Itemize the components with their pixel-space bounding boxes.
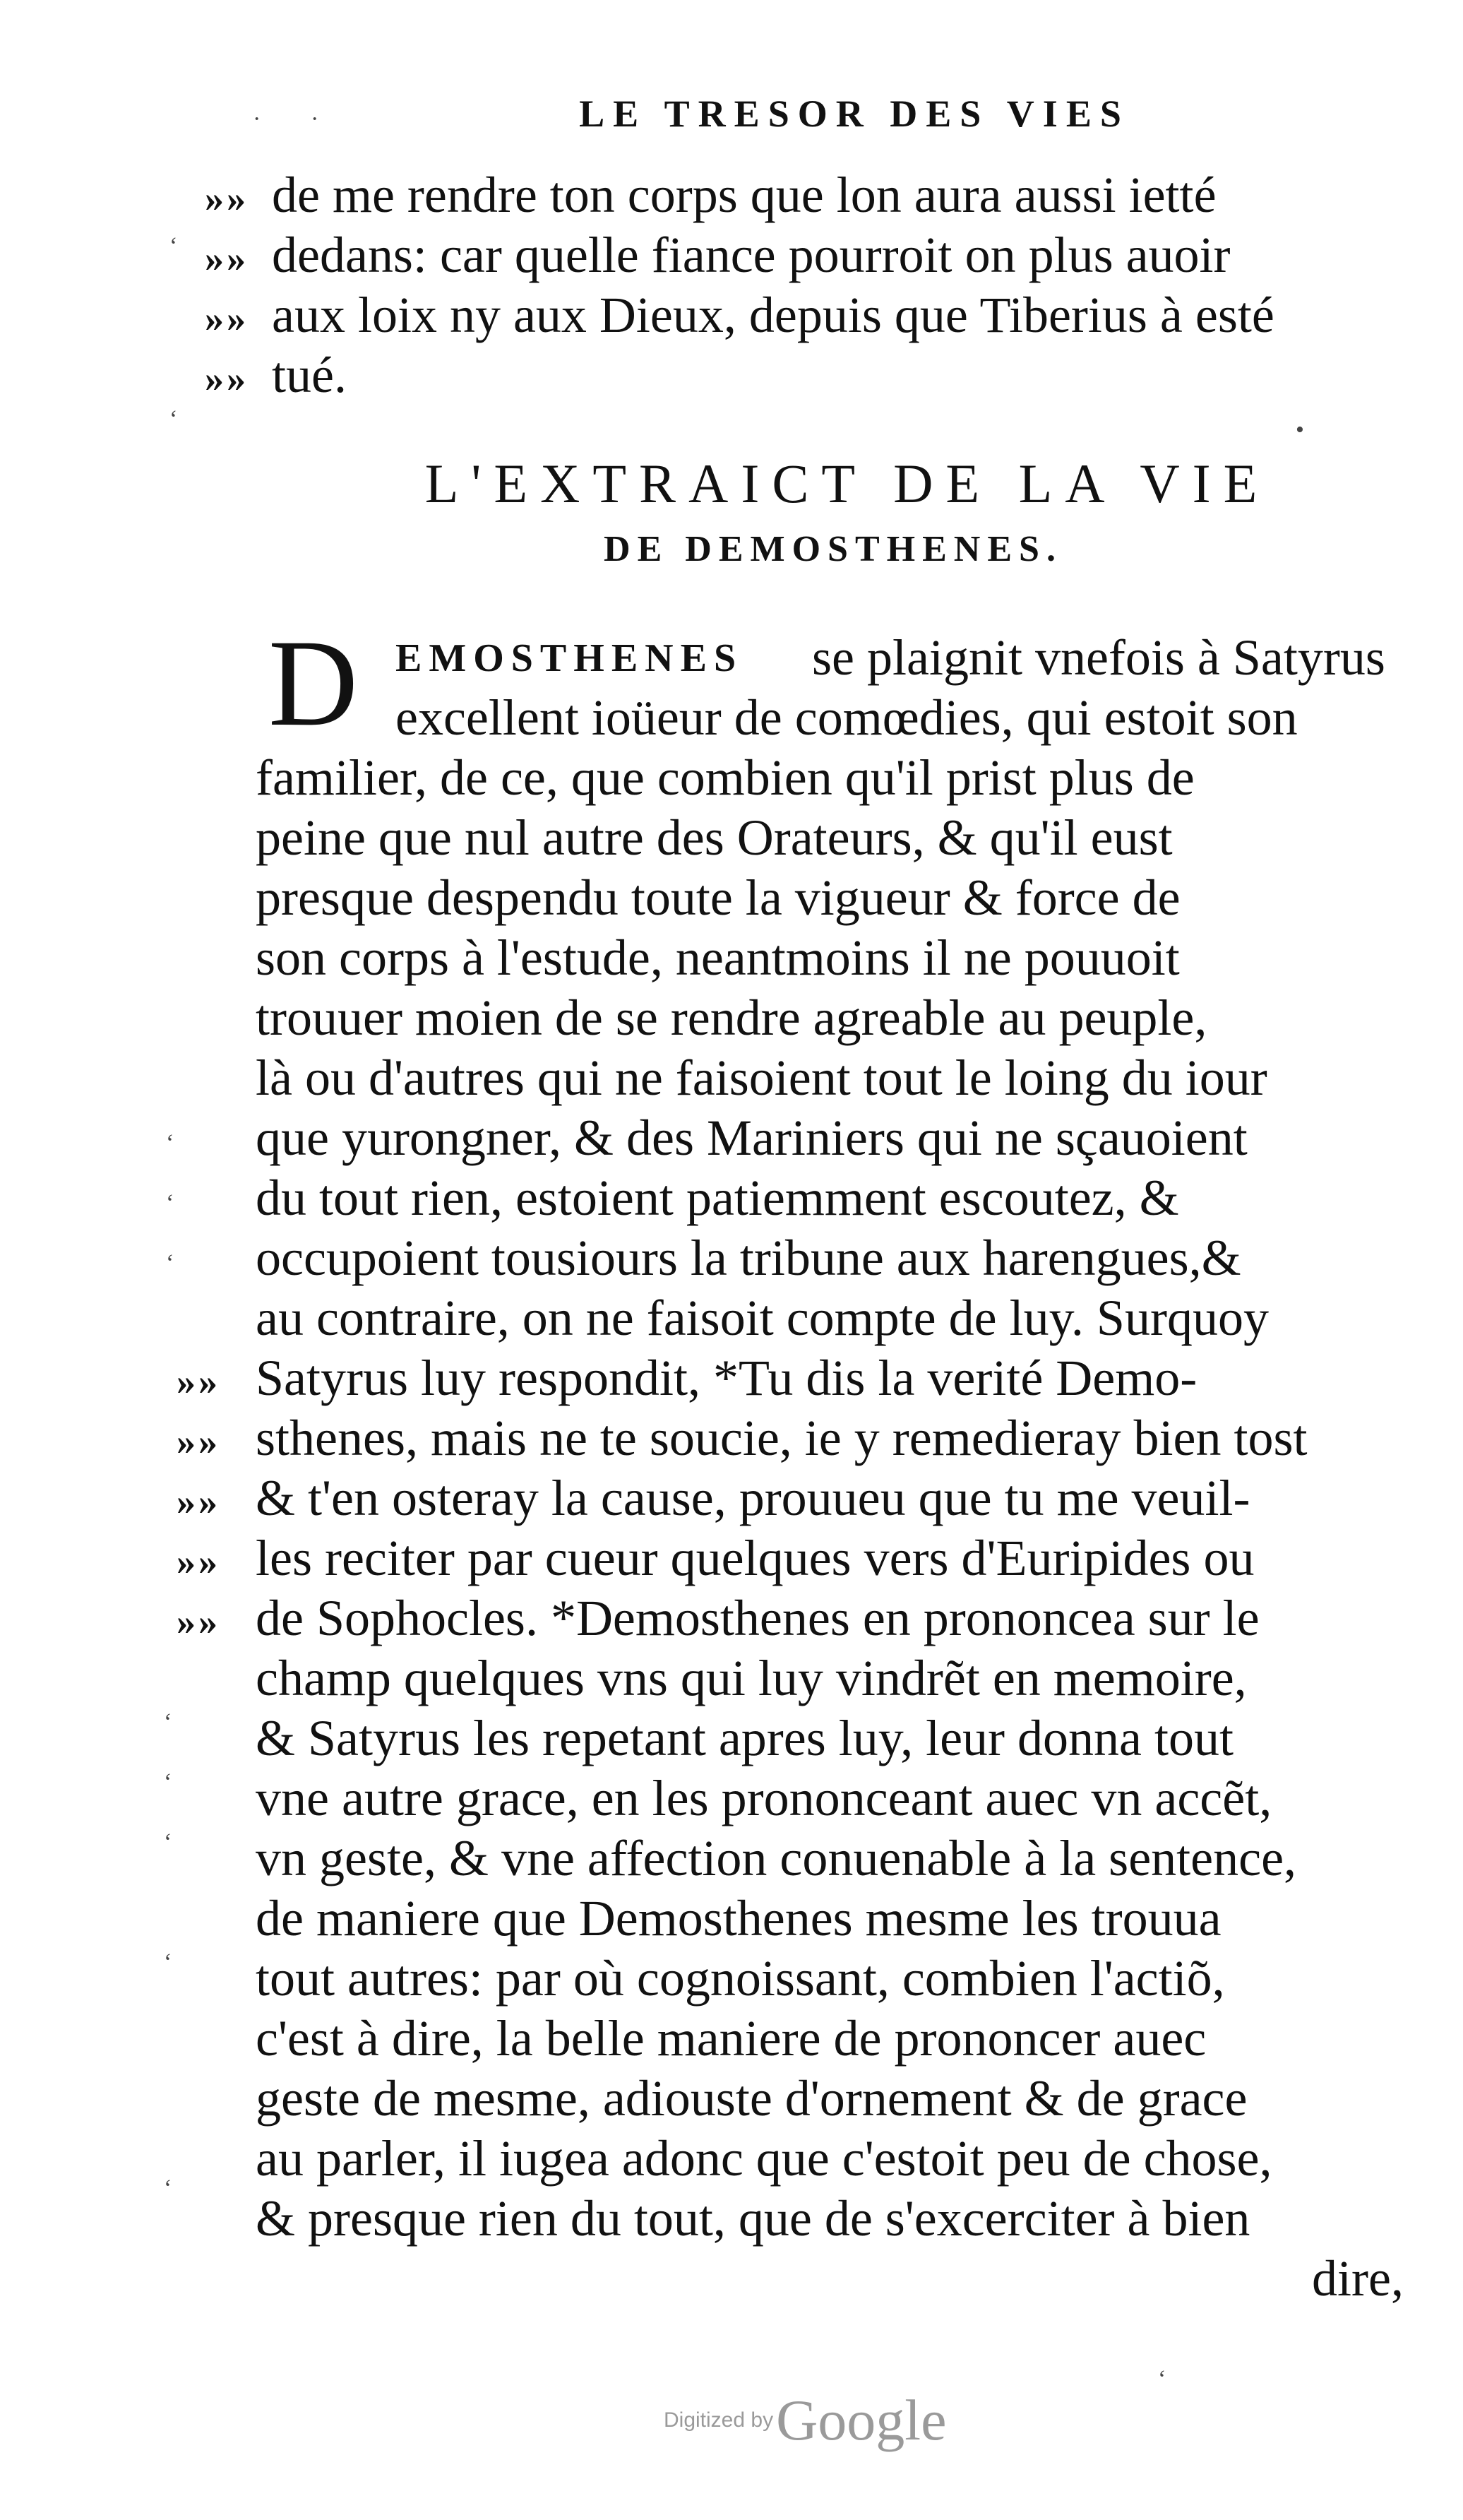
text-line: au parler, il iugea adonc que c'estoit peu de chose,	[256, 2130, 1272, 2187]
margin-speck: ‘	[164, 1769, 172, 1795]
text-line: dedans: car quelle fiance pourroit on plus auoir	[272, 227, 1231, 283]
digitized-by-label: Digitized by	[664, 2408, 774, 2432]
quote-marker: »»	[177, 1360, 220, 1403]
digitized-by-watermark	[664, 2387, 946, 2454]
text-line: champ quelques vns qui luy vindrẽt en memoire,	[256, 1650, 1247, 1706]
quote-marker: »»	[205, 177, 249, 220]
margin-speck: ‘	[1158, 2366, 1166, 2392]
catchword: dire,	[1312, 2250, 1404, 2307]
text-line: se plaignit vnefois à Satyrus	[812, 629, 1385, 686]
margin-speck: ‘	[164, 1709, 172, 1735]
text-line: c'est à dire, la belle maniere de prononcer auec	[256, 2010, 1207, 2067]
margin-speck: ‘	[166, 1250, 174, 1276]
margin-speck: ‘	[164, 2175, 172, 2201]
chapter-title: L'EXTRAICT DE LA VIE	[424, 453, 1270, 514]
quote-marker: »»	[177, 1600, 220, 1643]
drop-cap: D	[268, 614, 359, 752]
text-line: son corps à l'estude, neantmoins il ne pouuoit	[256, 929, 1180, 986]
margin-speck: ‘	[164, 1829, 172, 1855]
text-line: excellent ioüeur de comœdies, qui estoit son	[395, 689, 1298, 746]
text-line: presque despendu toute la vigueur & force de	[256, 869, 1181, 926]
text-line: & t'en osteray la cause, prouueu que tu me veuil-	[256, 1470, 1250, 1526]
text-line: peine que nul autre des Orateurs, & qu'il eust	[256, 809, 1173, 866]
text-line: occupoient tousiours la tribune aux harengues,&	[256, 1230, 1241, 1286]
text-line: du tout rien, estoient patiemment escoutez, &	[256, 1170, 1179, 1226]
text-line: tout autres: par où cognoissant, combien l'actiõ,	[256, 1950, 1225, 2007]
quote-marker: »»	[205, 297, 249, 340]
text-line: geste de mesme, adiouste d'ornement & de grace	[256, 2070, 1248, 2127]
text-line: de maniere que Demosthenes mesme les trouua	[256, 1890, 1222, 1947]
running-head: LE TRESOR DES VIES	[579, 93, 1130, 135]
google-logo-text: Google	[776, 2388, 947, 2452]
text-line: au contraire, on ne faisoit compte de luy. Surquoy	[256, 1290, 1269, 1346]
quote-marker: »»	[205, 357, 249, 400]
margin-speck: •	[1296, 417, 1304, 443]
margin-speck: ‘	[169, 406, 178, 432]
chapter-subtitle: DE DEMOSTHENES.	[604, 529, 1063, 569]
text-line: sthenes, mais ne te soucie, ie y remedieray bien tost	[256, 1410, 1308, 1466]
text-line: que yurongner, & des Mariniers qui ne sçauoient	[256, 1110, 1248, 1166]
margin-speck: ‘	[164, 1949, 172, 1975]
margin-speck: ‘	[166, 1190, 174, 1216]
text-line: vne autre grace, en les prononceant auec vn accẽt,	[256, 1770, 1272, 1826]
text-line: & presque rien du tout, que de s'excerciter à bien	[256, 2190, 1250, 2247]
text-line: trouuer moien de se rendre agreable au peuple,	[256, 989, 1207, 1046]
quote-marker: »»	[177, 1540, 220, 1583]
text-line: & Satyrus les repetant apres luy, leur donna tout	[256, 1710, 1234, 1766]
margin-speck: ·	[253, 106, 261, 132]
lead-word: EMOSTHENES	[395, 636, 744, 680]
text-line: là ou d'autres qui ne faisoient tout le loing du iour	[256, 1050, 1267, 1106]
text-line: Satyrus luy respondit, *Tu dis la verité Demo-	[256, 1350, 1198, 1406]
quote-marker: »»	[177, 1420, 220, 1463]
text-line: de Sophocles. *Demosthenes en prononcea sur le	[256, 1590, 1260, 1646]
text-line: vn geste, & vne affection conuenable à la sentence,	[256, 1830, 1297, 1886]
text-line: aux loix ny aux Dieux, depuis que Tiberius à esté	[272, 287, 1274, 343]
margin-speck: ‘	[169, 233, 178, 259]
text-line: tué.	[272, 347, 347, 403]
text-line: familier, de ce, que combien qu'il prist plus de	[256, 749, 1195, 806]
text-line: de me rendre ton corps que lon aura aussi ietté	[272, 167, 1217, 223]
margin-speck: ‘	[166, 1130, 174, 1156]
text-line: les reciter par cueur quelques vers d'Euripides ou	[256, 1530, 1255, 1586]
margin-speck: ·	[311, 106, 319, 132]
quote-marker: »»	[177, 1480, 220, 1523]
quote-marker: »»	[205, 237, 249, 280]
